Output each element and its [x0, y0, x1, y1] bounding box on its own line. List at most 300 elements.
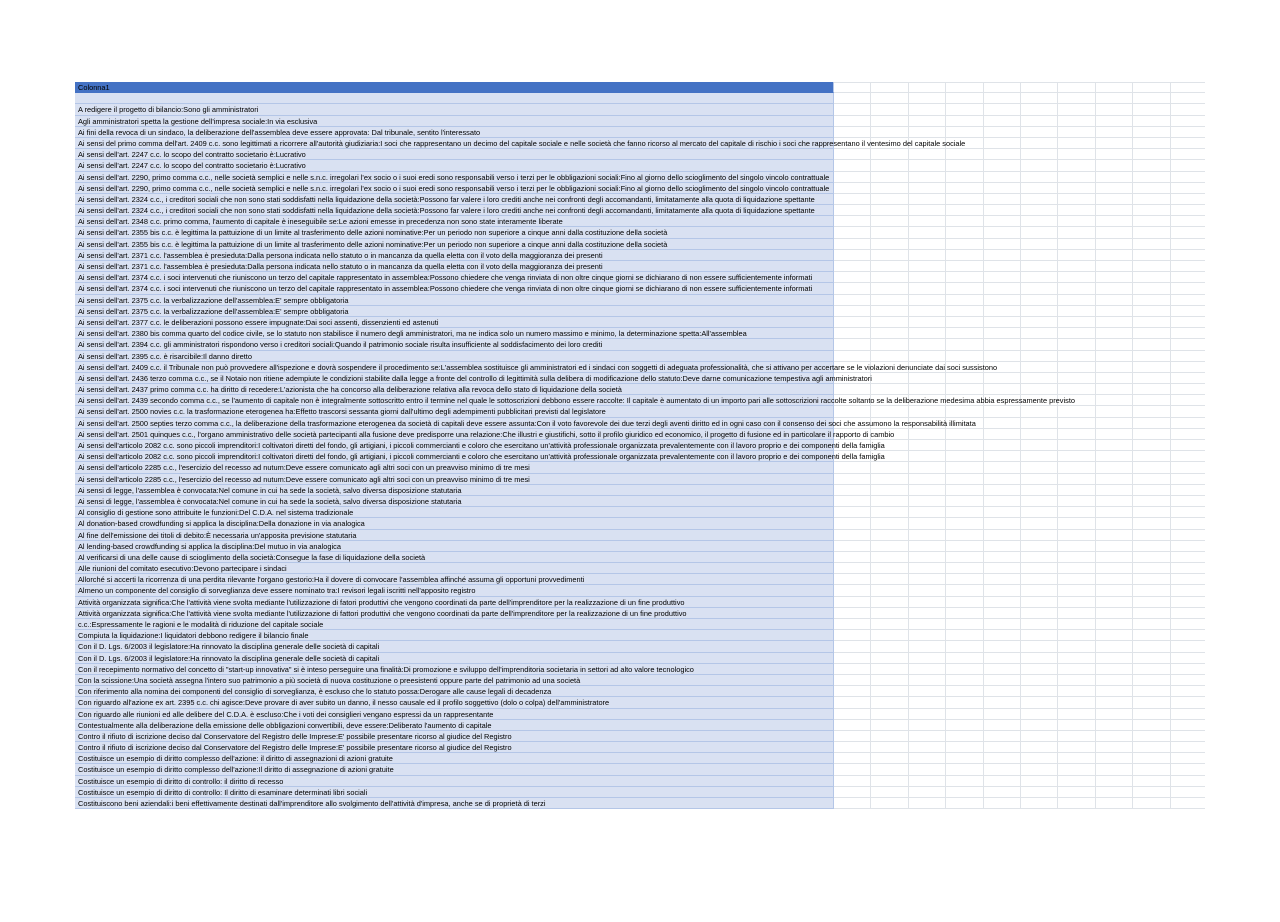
empty-cell[interactable]	[946, 384, 983, 395]
empty-cell[interactable]	[1133, 82, 1170, 93]
empty-cell[interactable]	[1096, 630, 1133, 641]
empty-cell[interactable]	[1058, 709, 1095, 720]
empty-cell[interactable]	[871, 295, 908, 306]
empty-cell[interactable]	[834, 328, 871, 339]
empty-cell[interactable]	[1058, 552, 1095, 563]
empty-cell[interactable]	[1021, 283, 1058, 294]
empty-cell[interactable]	[834, 82, 871, 93]
empty-cell[interactable]	[1021, 250, 1058, 261]
empty-cell[interactable]	[1021, 406, 1058, 417]
empty-cell[interactable]	[984, 798, 1021, 809]
empty-cell[interactable]	[1133, 552, 1170, 563]
empty-cell[interactable]	[834, 183, 871, 194]
empty-cell[interactable]	[1096, 720, 1133, 731]
empty-cell[interactable]	[1021, 720, 1058, 731]
empty-cell[interactable]	[984, 675, 1021, 686]
empty-cell[interactable]	[1058, 686, 1095, 697]
empty-cell[interactable]	[1133, 720, 1170, 731]
empty-cell[interactable]	[946, 742, 983, 753]
empty-cell[interactable]	[984, 227, 1021, 238]
empty-cell[interactable]	[909, 798, 946, 809]
empty-cell[interactable]	[984, 720, 1021, 731]
empty-cell[interactable]	[1133, 362, 1170, 373]
empty-cell[interactable]	[1058, 328, 1095, 339]
empty-cell[interactable]	[909, 205, 946, 216]
empty-cell[interactable]	[909, 172, 946, 183]
empty-cell[interactable]	[1171, 306, 1205, 317]
empty-cell[interactable]	[1058, 731, 1095, 742]
empty-cell[interactable]	[984, 709, 1021, 720]
empty-cell[interactable]	[1133, 339, 1170, 350]
empty-cell[interactable]	[871, 328, 908, 339]
empty-cell[interactable]	[1058, 641, 1095, 652]
empty-cell[interactable]	[1058, 418, 1095, 429]
empty-cell[interactable]	[871, 776, 908, 787]
empty-cell[interactable]	[1171, 116, 1205, 127]
empty-cell[interactable]	[946, 283, 983, 294]
empty-cell[interactable]	[1021, 585, 1058, 596]
empty-cell[interactable]	[909, 440, 946, 451]
empty-cell[interactable]	[909, 306, 946, 317]
empty-cell[interactable]	[1021, 451, 1058, 462]
empty-cell[interactable]	[984, 597, 1021, 608]
empty-cell[interactable]	[984, 686, 1021, 697]
empty-cell[interactable]	[1171, 641, 1205, 652]
empty-cell[interactable]	[1058, 496, 1095, 507]
empty-cell[interactable]	[1058, 317, 1095, 328]
empty-cell[interactable]	[984, 552, 1021, 563]
empty-cell[interactable]	[1171, 675, 1205, 686]
empty-cell[interactable]	[1171, 328, 1205, 339]
empty-cell[interactable]	[1171, 597, 1205, 608]
empty-cell[interactable]	[984, 373, 1021, 384]
empty-cell[interactable]	[1171, 552, 1205, 563]
empty-cell[interactable]	[1171, 507, 1205, 518]
empty-cell[interactable]	[1021, 429, 1058, 440]
empty-cell[interactable]	[1133, 239, 1170, 250]
empty-cell[interactable]	[946, 239, 983, 250]
empty-cell[interactable]	[1058, 630, 1095, 641]
empty-cell[interactable]	[1096, 295, 1133, 306]
empty-cell[interactable]	[1058, 250, 1095, 261]
empty-cell[interactable]	[1133, 776, 1170, 787]
empty-cell[interactable]	[984, 339, 1021, 350]
empty-cell[interactable]	[1058, 798, 1095, 809]
empty-cell[interactable]	[1171, 541, 1205, 552]
empty-cell[interactable]	[1096, 686, 1133, 697]
empty-cell[interactable]	[1058, 720, 1095, 731]
empty-cell[interactable]	[909, 675, 946, 686]
empty-cell[interactable]	[984, 619, 1021, 630]
empty-cell[interactable]	[1021, 227, 1058, 238]
empty-cell[interactable]	[1021, 194, 1058, 205]
empty-cell[interactable]	[1171, 451, 1205, 462]
empty-cell[interactable]	[871, 93, 908, 104]
empty-cell[interactable]	[984, 160, 1021, 171]
empty-cell[interactable]	[834, 172, 871, 183]
empty-cell[interactable]	[1171, 697, 1205, 708]
empty-cell[interactable]	[871, 272, 908, 283]
empty-cell[interactable]	[871, 675, 908, 686]
empty-cell[interactable]	[834, 764, 871, 775]
empty-cell[interactable]	[984, 731, 1021, 742]
empty-cell[interactable]	[871, 686, 908, 697]
empty-cell[interactable]	[1133, 798, 1170, 809]
empty-cell[interactable]	[834, 530, 871, 541]
empty-cell[interactable]	[1171, 485, 1205, 496]
empty-cell[interactable]	[1133, 518, 1170, 529]
empty-cell[interactable]	[871, 720, 908, 731]
empty-cell[interactable]	[1096, 697, 1133, 708]
empty-cell[interactable]	[1171, 104, 1205, 115]
empty-cell[interactable]	[1021, 138, 1058, 149]
empty-cell[interactable]	[1133, 619, 1170, 630]
empty-cell[interactable]	[1096, 194, 1133, 205]
empty-cell[interactable]	[871, 194, 908, 205]
empty-cell[interactable]	[1171, 742, 1205, 753]
empty-cell[interactable]	[909, 183, 946, 194]
empty-cell[interactable]	[1171, 709, 1205, 720]
empty-cell[interactable]	[834, 798, 871, 809]
empty-cell[interactable]	[1133, 127, 1170, 138]
empty-cell[interactable]	[871, 485, 908, 496]
empty-cell[interactable]	[1171, 518, 1205, 529]
empty-cell[interactable]	[946, 250, 983, 261]
empty-cell[interactable]	[1133, 395, 1170, 406]
empty-cell[interactable]	[909, 697, 946, 708]
empty-cell[interactable]	[909, 149, 946, 160]
empty-cell[interactable]	[1058, 764, 1095, 775]
empty-cell[interactable]	[871, 462, 908, 473]
empty-cell[interactable]	[984, 295, 1021, 306]
empty-cell[interactable]	[984, 104, 1021, 115]
empty-cell[interactable]	[1133, 440, 1170, 451]
empty-cell[interactable]	[1133, 183, 1170, 194]
empty-cell[interactable]	[946, 295, 983, 306]
empty-cell[interactable]	[946, 127, 983, 138]
empty-cell[interactable]	[984, 138, 1021, 149]
empty-cell[interactable]	[834, 518, 871, 529]
empty-cell[interactable]	[1133, 429, 1170, 440]
empty-cell[interactable]	[1096, 384, 1133, 395]
empty-cell[interactable]	[871, 373, 908, 384]
empty-cell[interactable]	[834, 720, 871, 731]
empty-cell[interactable]	[1058, 776, 1095, 787]
empty-cell[interactable]	[909, 227, 946, 238]
empty-cell[interactable]	[1133, 272, 1170, 283]
empty-cell[interactable]	[909, 295, 946, 306]
empty-cell[interactable]	[1021, 205, 1058, 216]
empty-cell[interactable]	[1133, 731, 1170, 742]
empty-cell[interactable]	[909, 641, 946, 652]
empty-cell[interactable]	[984, 250, 1021, 261]
empty-cell[interactable]	[984, 530, 1021, 541]
empty-cell[interactable]	[1096, 731, 1133, 742]
empty-cell[interactable]	[1096, 451, 1133, 462]
empty-cell[interactable]	[984, 239, 1021, 250]
empty-cell[interactable]	[1096, 619, 1133, 630]
empty-cell[interactable]	[1096, 395, 1133, 406]
empty-cell[interactable]	[946, 451, 983, 462]
empty-cell[interactable]	[1021, 216, 1058, 227]
empty-cell[interactable]	[1096, 485, 1133, 496]
empty-cell[interactable]	[1021, 485, 1058, 496]
empty-cell[interactable]	[1058, 753, 1095, 764]
empty-cell[interactable]	[871, 317, 908, 328]
empty-cell[interactable]	[946, 194, 983, 205]
empty-cell[interactable]	[1058, 787, 1095, 798]
empty-cell[interactable]	[946, 339, 983, 350]
empty-cell[interactable]	[1171, 373, 1205, 384]
empty-cell[interactable]	[1171, 574, 1205, 585]
empty-cell[interactable]	[1133, 328, 1170, 339]
empty-cell[interactable]	[1133, 485, 1170, 496]
empty-cell[interactable]	[1171, 82, 1205, 93]
empty-cell[interactable]	[871, 530, 908, 541]
empty-cell[interactable]	[1096, 764, 1133, 775]
empty-cell[interactable]	[1021, 731, 1058, 742]
empty-cell[interactable]	[1171, 362, 1205, 373]
empty-cell[interactable]	[946, 216, 983, 227]
empty-cell[interactable]	[946, 731, 983, 742]
empty-cell[interactable]	[946, 462, 983, 473]
empty-cell[interactable]	[909, 608, 946, 619]
empty-cell[interactable]	[871, 474, 908, 485]
empty-cell[interactable]	[871, 641, 908, 652]
empty-cell[interactable]	[1058, 205, 1095, 216]
empty-cell[interactable]	[1021, 552, 1058, 563]
empty-cell[interactable]	[834, 317, 871, 328]
empty-cell[interactable]	[834, 485, 871, 496]
empty-cell[interactable]	[834, 541, 871, 552]
empty-cell[interactable]	[1058, 116, 1095, 127]
empty-cell[interactable]	[909, 317, 946, 328]
empty-cell[interactable]	[946, 149, 983, 160]
empty-cell[interactable]	[834, 205, 871, 216]
empty-cell[interactable]	[871, 798, 908, 809]
empty-cell[interactable]	[1133, 563, 1170, 574]
empty-cell[interactable]	[1021, 530, 1058, 541]
empty-cell[interactable]	[1021, 563, 1058, 574]
empty-cell[interactable]	[946, 530, 983, 541]
empty-cell[interactable]	[1058, 406, 1095, 417]
empty-cell[interactable]	[1133, 306, 1170, 317]
empty-cell[interactable]	[1096, 283, 1133, 294]
empty-cell[interactable]	[1021, 608, 1058, 619]
empty-cell[interactable]	[871, 619, 908, 630]
empty-cell[interactable]	[946, 653, 983, 664]
empty-cell[interactable]	[871, 787, 908, 798]
empty-cell[interactable]	[1021, 630, 1058, 641]
empty-cell[interactable]	[1058, 462, 1095, 473]
empty-cell[interactable]	[946, 664, 983, 675]
empty-cell[interactable]	[871, 384, 908, 395]
empty-cell[interactable]	[1171, 720, 1205, 731]
empty-cell[interactable]	[1133, 160, 1170, 171]
empty-cell[interactable]	[834, 216, 871, 227]
empty-cell[interactable]	[1021, 418, 1058, 429]
empty-cell[interactable]	[1058, 742, 1095, 753]
empty-cell[interactable]	[1096, 172, 1133, 183]
empty-cell[interactable]	[871, 82, 908, 93]
empty-cell[interactable]	[871, 160, 908, 171]
empty-cell[interactable]	[1096, 127, 1133, 138]
empty-cell[interactable]	[1021, 351, 1058, 362]
empty-cell[interactable]	[1096, 205, 1133, 216]
empty-cell[interactable]	[834, 496, 871, 507]
empty-cell[interactable]	[1021, 127, 1058, 138]
empty-cell[interactable]	[1021, 183, 1058, 194]
empty-cell[interactable]	[946, 597, 983, 608]
empty-cell[interactable]	[871, 697, 908, 708]
empty-cell[interactable]	[1058, 474, 1095, 485]
empty-cell[interactable]	[984, 272, 1021, 283]
empty-cell[interactable]	[834, 239, 871, 250]
empty-cell[interactable]	[946, 686, 983, 697]
empty-cell[interactable]	[1021, 373, 1058, 384]
empty-cell[interactable]	[834, 351, 871, 362]
empty-cell[interactable]	[1133, 149, 1170, 160]
empty-cell[interactable]	[871, 507, 908, 518]
empty-cell[interactable]	[1171, 283, 1205, 294]
empty-cell[interactable]	[946, 764, 983, 775]
empty-cell[interactable]	[1021, 160, 1058, 171]
empty-cell[interactable]	[834, 272, 871, 283]
empty-cell[interactable]	[1021, 507, 1058, 518]
empty-cell[interactable]	[834, 619, 871, 630]
empty-cell[interactable]	[946, 474, 983, 485]
empty-cell[interactable]	[1096, 709, 1133, 720]
empty-cell[interactable]	[1096, 496, 1133, 507]
empty-cell[interactable]	[1096, 462, 1133, 473]
empty-cell[interactable]	[984, 429, 1021, 440]
empty-cell[interactable]	[1171, 653, 1205, 664]
empty-cell[interactable]	[1021, 440, 1058, 451]
empty-cell[interactable]	[1058, 675, 1095, 686]
empty-cell[interactable]	[834, 597, 871, 608]
empty-cell[interactable]	[909, 776, 946, 787]
empty-cell[interactable]	[1058, 429, 1095, 440]
empty-cell[interactable]	[1096, 585, 1133, 596]
empty-cell[interactable]	[834, 283, 871, 294]
empty-cell[interactable]	[1096, 149, 1133, 160]
empty-cell[interactable]	[1058, 283, 1095, 294]
empty-cell[interactable]	[1096, 440, 1133, 451]
empty-cell[interactable]	[1133, 764, 1170, 775]
empty-cell[interactable]	[871, 563, 908, 574]
empty-cell[interactable]	[909, 764, 946, 775]
empty-cell[interactable]	[1096, 82, 1133, 93]
empty-cell[interactable]	[871, 104, 908, 115]
empty-cell[interactable]	[1171, 395, 1205, 406]
empty-cell[interactable]	[909, 93, 946, 104]
empty-cell[interactable]	[1133, 664, 1170, 675]
empty-cell[interactable]	[1058, 608, 1095, 619]
empty-cell[interactable]	[1171, 731, 1205, 742]
empty-cell[interactable]	[1096, 641, 1133, 652]
empty-cell[interactable]	[984, 283, 1021, 294]
empty-cell[interactable]	[1133, 474, 1170, 485]
empty-cell[interactable]	[909, 82, 946, 93]
empty-cell[interactable]	[909, 328, 946, 339]
empty-cell[interactable]	[1058, 339, 1095, 350]
empty-cell[interactable]	[984, 116, 1021, 127]
empty-cell[interactable]	[834, 776, 871, 787]
empty-cell[interactable]	[984, 742, 1021, 753]
empty-cell[interactable]	[984, 194, 1021, 205]
empty-cell[interactable]	[1133, 462, 1170, 473]
empty-cell[interactable]	[834, 653, 871, 664]
empty-cell[interactable]	[1096, 339, 1133, 350]
empty-cell[interactable]	[1133, 406, 1170, 417]
empty-cell[interactable]	[1171, 563, 1205, 574]
empty-cell[interactable]	[1058, 272, 1095, 283]
empty-cell[interactable]	[1171, 351, 1205, 362]
empty-cell[interactable]	[1096, 373, 1133, 384]
empty-cell[interactable]	[1021, 686, 1058, 697]
empty-cell[interactable]	[1171, 261, 1205, 272]
empty-cell[interactable]	[1021, 339, 1058, 350]
empty-cell[interactable]	[1058, 172, 1095, 183]
empty-cell[interactable]	[1058, 530, 1095, 541]
empty-cell[interactable]	[909, 686, 946, 697]
empty-cell[interactable]	[1133, 373, 1170, 384]
empty-cell[interactable]	[946, 709, 983, 720]
empty-cell[interactable]	[834, 574, 871, 585]
empty-cell[interactable]	[871, 261, 908, 272]
empty-cell[interactable]	[834, 585, 871, 596]
empty-cell[interactable]	[1171, 127, 1205, 138]
empty-cell[interactable]	[984, 451, 1021, 462]
empty-cell[interactable]	[871, 597, 908, 608]
empty-cell[interactable]	[871, 552, 908, 563]
empty-cell[interactable]	[909, 116, 946, 127]
empty-cell[interactable]	[871, 764, 908, 775]
empty-cell[interactable]	[871, 127, 908, 138]
empty-cell[interactable]	[834, 194, 871, 205]
empty-cell[interactable]	[834, 116, 871, 127]
empty-cell[interactable]	[834, 507, 871, 518]
empty-cell[interactable]	[1021, 362, 1058, 373]
empty-cell[interactable]	[834, 664, 871, 675]
empty-cell[interactable]	[834, 384, 871, 395]
empty-cell[interactable]	[984, 216, 1021, 227]
empty-cell[interactable]	[1171, 686, 1205, 697]
empty-cell[interactable]	[909, 496, 946, 507]
empty-cell[interactable]	[984, 183, 1021, 194]
empty-cell[interactable]	[1171, 474, 1205, 485]
empty-cell[interactable]	[946, 205, 983, 216]
empty-cell[interactable]	[1171, 183, 1205, 194]
empty-cell[interactable]	[1058, 585, 1095, 596]
empty-cell[interactable]	[984, 518, 1021, 529]
empty-cell[interactable]	[1058, 127, 1095, 138]
empty-cell[interactable]	[984, 541, 1021, 552]
empty-cell[interactable]	[909, 530, 946, 541]
empty-cell[interactable]	[1096, 597, 1133, 608]
empty-cell[interactable]	[834, 753, 871, 764]
empty-cell[interactable]	[984, 93, 1021, 104]
empty-cell[interactable]	[1133, 216, 1170, 227]
empty-cell[interactable]	[1058, 574, 1095, 585]
empty-cell[interactable]	[834, 93, 871, 104]
empty-cell[interactable]	[1171, 630, 1205, 641]
empty-cell[interactable]	[984, 406, 1021, 417]
empty-cell[interactable]	[1058, 295, 1095, 306]
empty-cell[interactable]	[984, 384, 1021, 395]
empty-cell[interactable]	[1058, 216, 1095, 227]
empty-cell[interactable]	[1058, 507, 1095, 518]
